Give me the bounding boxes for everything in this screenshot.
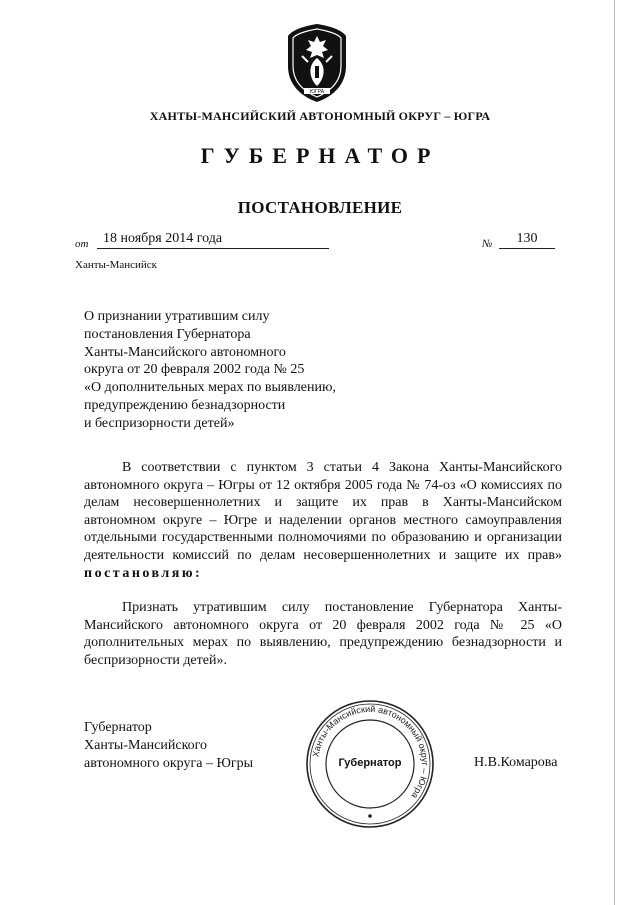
document-date: 18 ноября 2014 года [97,230,329,249]
position-line: Губернатор [84,720,152,735]
authority-title: ГУБЕРНАТОР [200,143,440,168]
position-line: Ханты-Мансийского [84,737,208,753]
preamble-text: В соответствии с пунктом 3 статьи 4 Закона Ханты-Мансийского автономного округа – Югры от 12 октября 2005 года № 74-оз «О комиссиях по делам несовершеннолетних и защите их прав в Ханты-Мансийском автономном округе – Югре и наделении органов местного самоуправления отдельными государственными полномочиями по образованию и организации деятельности комиссий по делам несовершеннолетних и защите их прав» [84,460,562,563]
subject-line: округа от 20 февраля 2002 года № 25 [84,362,305,378]
document-type: ПОСТАНОВЛЕНИЕ [237,198,403,217]
svg-text:ЮГРА: ЮГРА [309,89,325,95]
subject-line: постановления Губернатора [84,326,251,342]
preamble-paragraph [84,459,562,582]
seal-center-text: Губернатор [338,757,402,769]
date-prefix: от [75,238,89,250]
resolution-paragraph: Признать утратившим силу постановление Губернатора Ханты-Мансийского автономного округа от 20 февраля 2002 года № 25 «О дополнительных мерах по выявлению, предупреждению безнадзорности и беспризорности детей». [84,600,562,668]
subject-line: Ханты-Мансийского автономного [84,344,286,360]
scan-edge-line [614,0,615,905]
subject-line: О признании утратившим силу [84,309,270,324]
subject-line: «О дополнительных мерах по выявлению, [84,380,336,396]
number-prefix: № [482,238,493,250]
city-name: Ханты-Мансийск [75,259,158,271]
seal-ring-text: Ханты-Мансийский автономный округ – Югра [310,703,431,801]
region-name: ХАНТЫ-МАНСИЙСКИЙ АВТОНОМНЫЙ ОКРУГ – ЮГРА [149,109,491,123]
subject-line: и беспризорности детей» [84,415,235,431]
signatory-position [84,719,253,772]
position-line: автономного округа – Югры [84,755,253,771]
subject-line: предупреждению безнадзорности [84,397,286,413]
document-subject [84,308,384,433]
document-number: 130 [499,230,555,249]
coat-of-arms-icon [282,22,352,104]
signatory-name: Н.В.Комарова [474,755,558,770]
date-number-row [75,230,565,254]
resolution-keyword: постановляю: [84,565,203,581]
